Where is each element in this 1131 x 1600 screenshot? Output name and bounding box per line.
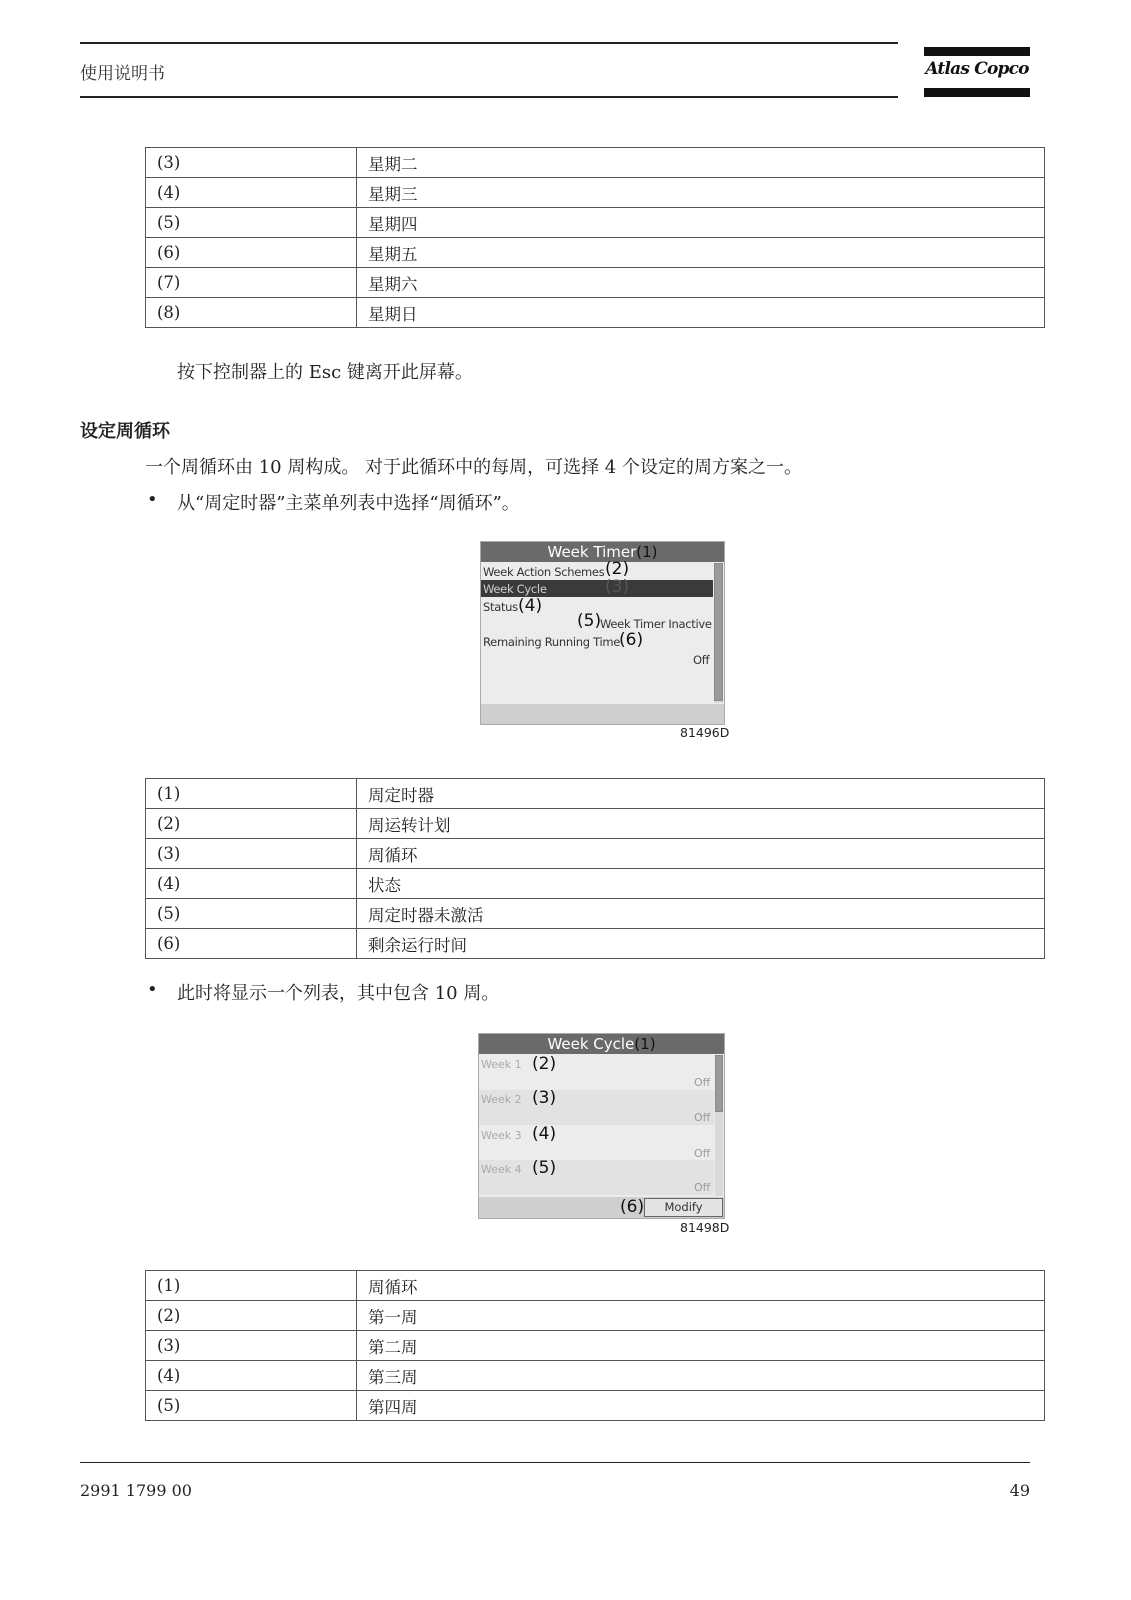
screen-title: Week Cycle xyxy=(547,1035,635,1053)
callout-5: (5) xyxy=(532,1158,557,1178)
table-row: (4) 第三周 xyxy=(146,1361,1045,1391)
menu-item-week-action-schemes[interactable]: Week Action Schemes xyxy=(483,565,605,579)
weekday-table xyxy=(145,147,1045,328)
table-row: (1) 周循环 xyxy=(146,1271,1045,1301)
week-3-label[interactable]: Week 3 xyxy=(481,1129,522,1142)
table-row: (1) 周定时器 xyxy=(146,779,1045,809)
week-timer-legend-table xyxy=(145,778,1045,959)
week-2-value: Off xyxy=(694,1111,711,1124)
table-row: (8) 星期日 xyxy=(146,298,1045,328)
callout-2: (2) xyxy=(532,1054,557,1074)
modify-button[interactable]: Modify xyxy=(644,1198,723,1217)
menu-item-week-cycle[interactable]: Week Cycle xyxy=(483,582,547,596)
table-row: (2) 周运转计划 xyxy=(146,809,1045,839)
screen-title-bar xyxy=(479,1034,724,1054)
atlas-copco-logo xyxy=(924,47,1030,99)
status-value: Week Timer Inactive xyxy=(600,617,712,631)
week-3-value: Off xyxy=(694,1147,711,1160)
figure-id: 81498D xyxy=(680,1220,730,1235)
menu-item-remaining-running-time[interactable]: Remaining Running Time xyxy=(483,635,621,649)
table-row: (3) 星期二 xyxy=(146,148,1045,178)
week-1-value: Off xyxy=(694,1076,711,1089)
callout-3: (3) xyxy=(605,577,630,597)
week-timer-screen xyxy=(480,541,725,725)
screen-title-bar xyxy=(481,542,724,562)
week-2-label[interactable]: Week 2 xyxy=(481,1093,522,1106)
footer-rule xyxy=(80,1462,1030,1463)
table-row: (5) 第四周 xyxy=(146,1391,1045,1421)
bullet-marker: • xyxy=(147,489,158,510)
section-intro: 一个周循环由 10 周构成。 对于此循环中的每周，可选择 4 个设定的周方案之一。 xyxy=(145,457,802,478)
table-row: (2) 第一周 xyxy=(146,1301,1045,1331)
callout-1: (1) xyxy=(636,543,658,561)
header-title: 使用说明书 xyxy=(80,64,165,84)
callout-3: (3) xyxy=(532,1088,557,1108)
week-cycle-legend-table xyxy=(145,1270,1045,1421)
callout-6: (6) xyxy=(619,630,644,650)
table-row: (6) 剩余运行时间 xyxy=(146,929,1045,959)
doc-number: 2991 1799 00 xyxy=(80,1481,192,1500)
table-row: (5) 星期四 xyxy=(146,208,1045,238)
scrollbar-thumb[interactable] xyxy=(715,1055,723,1112)
table-row: (4) 状态 xyxy=(146,869,1045,899)
week-cycle-screen xyxy=(478,1033,725,1219)
screen-bottom-bar xyxy=(481,704,724,724)
bullet-marker: • xyxy=(147,979,158,1000)
table-row: (7) 星期六 xyxy=(146,268,1045,298)
table-row: (6) 星期五 xyxy=(146,238,1045,268)
table-row: (4) 星期三 xyxy=(146,178,1045,208)
week-4-label[interactable]: Week 4 xyxy=(481,1163,522,1176)
remaining-time-value: Off xyxy=(693,653,710,667)
week-1-label[interactable]: Week 1 xyxy=(481,1058,522,1071)
callout-4: (4) xyxy=(518,596,543,616)
screen-title: Week Timer xyxy=(547,543,637,561)
week-4-value: Off xyxy=(694,1181,711,1194)
callout-4: (4) xyxy=(532,1124,557,1144)
bullet-list-10-weeks: 此时将显示一个列表，其中包含 10 周。 xyxy=(177,983,500,1004)
callout-1: (1) xyxy=(634,1035,656,1053)
callout-2: (2) xyxy=(605,559,630,579)
table-row: (3) 周循环 xyxy=(146,839,1045,869)
logo-wordmark: Atlas Copco xyxy=(925,59,1029,79)
table-row: (3) 第二周 xyxy=(146,1331,1045,1361)
header-bottom-rule xyxy=(80,96,898,98)
header-top-rule xyxy=(80,42,898,44)
section-heading: 设定周循环 xyxy=(80,421,170,442)
menu-item-status[interactable]: Status xyxy=(483,600,518,614)
page-number: 49 xyxy=(1009,1481,1030,1500)
scrollbar-thumb[interactable] xyxy=(714,563,723,701)
bullet-select-week-cycle: 从“周定时器”主菜单列表中选择“周循环”。 xyxy=(177,493,520,514)
figure-id: 81496D xyxy=(680,725,730,740)
callout-5: (5) xyxy=(577,611,602,631)
table-row: (5) 周定时器未激活 xyxy=(146,899,1045,929)
callout-6: (6) xyxy=(620,1197,645,1217)
esc-note: 按下控制器上的 Esc 键离开此屏幕。 xyxy=(177,362,473,383)
